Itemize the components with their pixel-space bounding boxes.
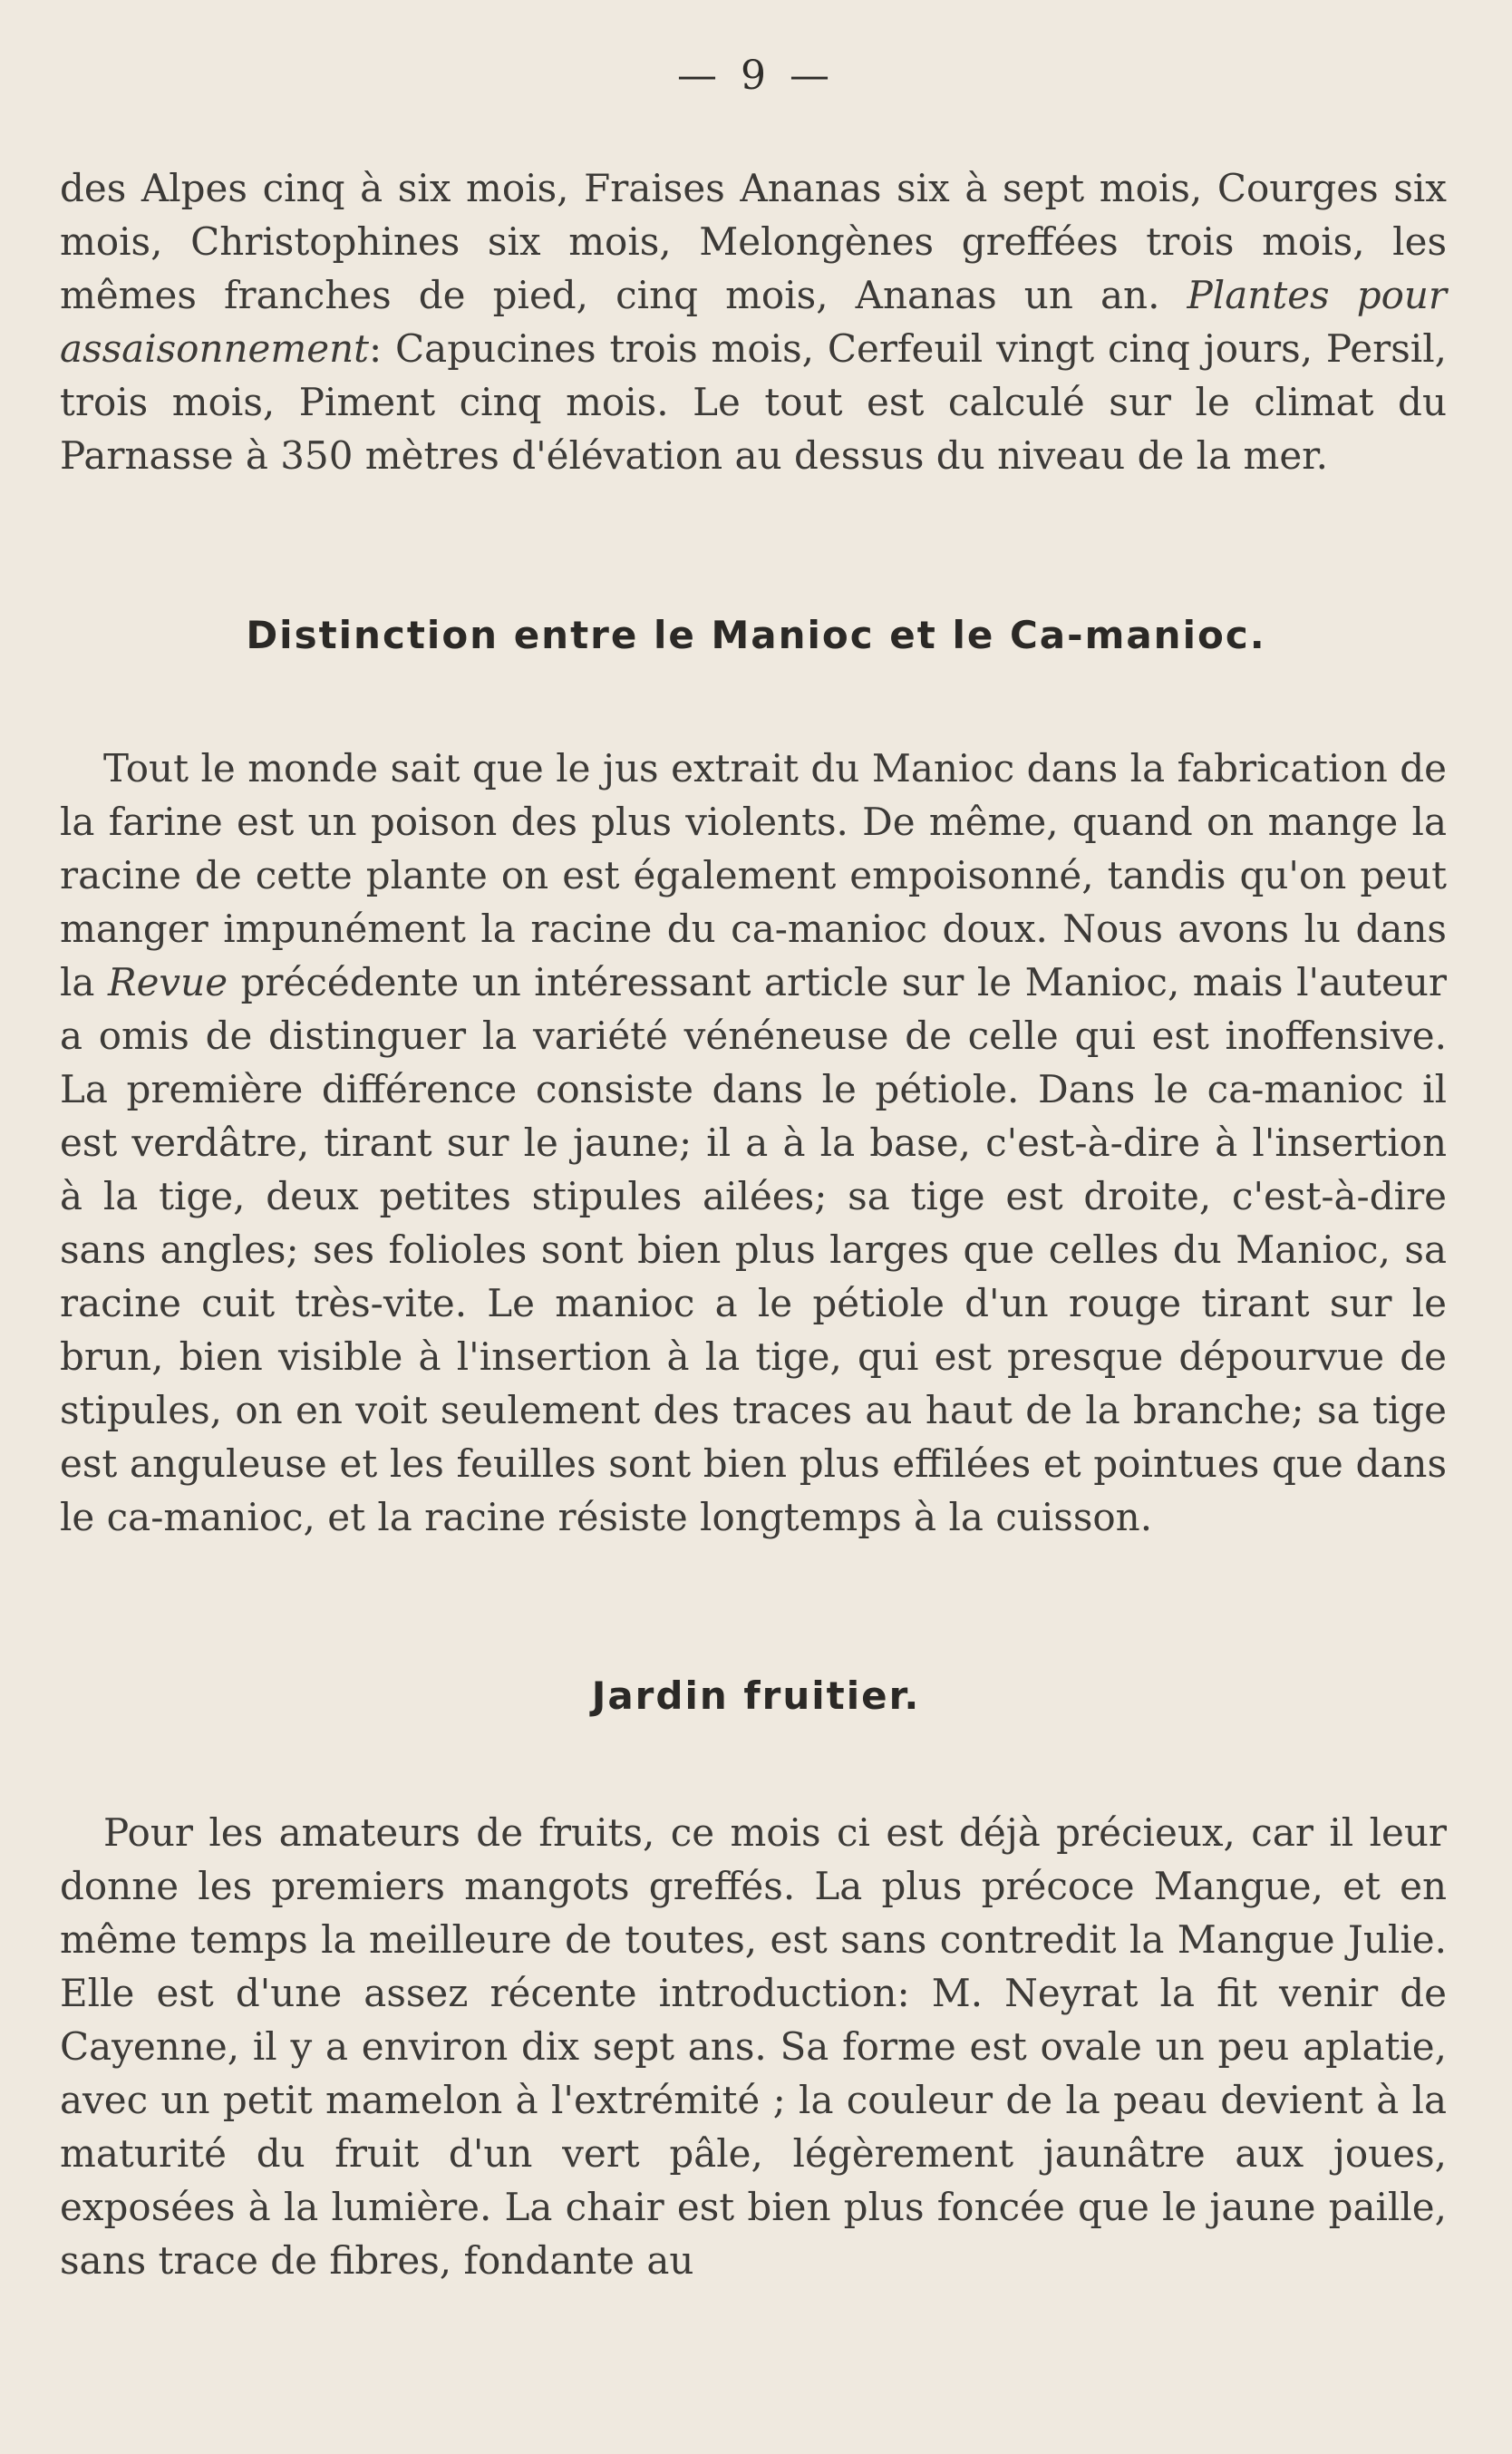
- page-number: — 9 —: [677, 53, 835, 99]
- section-heading-manioc: Distinction entre le Manioc et le Ca-manioc.: [246, 613, 1266, 657]
- text-run: des Alpes cinq à six mois, Fraises Ananas six à sept mois, Courges six mois, Christophines six mois, Melongènes greffées trois mois, les mêmes franches de pied, cinq mois, Ananas un an.: [60, 166, 1447, 317]
- text-run: : Capucines trois mois, Cerfeuil vingt cinq jours, Persil, trois mois, Piment cinq mois. Le tout est calculé sur le climat du Parnasse à 350 mètres d'élévation au dessus du niveau de la mer.: [60, 326, 1447, 478]
- section-heading-jardin-fruitier: Jardin fruitier.: [591, 1673, 921, 1718]
- paragraph-manioc: [60, 742, 1447, 1544]
- paragraph-jardin-fruitier: [60, 1806, 1447, 2287]
- paragraph-continuation: [60, 161, 1447, 482]
- paragraph-text: Pour les amateurs de fruits, ce mois ci est déjà précieux, car il leur donne les premiers mangots greffés. La plus précoce Mangue, et en même temps la meilleure de toutes, est sans contredit la Mangue Julie. Elle est d'une assez récente introduction: M. Neyrat la fit venir de Cayenne, il y a environ dix sept ans. Sa forme est ovale un peu aplatie, avec un petit mamelon à l'extrémité ; la couleur de la peau devient à la maturité du fruit d'un vert pâle, légèrement jaunâtre aux joues, exposées à la lumière. La chair est bien plus foncée que le jaune paille, sans trace de fibres, fondante au: [60, 1810, 1447, 2283]
- italic-run: Plantes pour assaisonnement: [60, 273, 1447, 371]
- paragraph-text: [60, 161, 1447, 482]
- text-run: précédente un intéressant article sur le Manioc, mais l'auteur a omis de distinguer la variété vénéneuse de celle qui est inoffensive. La première différence consiste dans le pétiole. Dans le ca-manioc il est verdâtre, tirant sur le jaune; il a à la base, c'est-à-dire à l'insertion à la tige, deux petites stipules ailées; sa tige est droite, c'est-à-dire sans angles; ses folioles sont bien plus larges que celles du Manioc, sa racine cuit très-vite. Le manioc a le pétiole d'un rouge tirant sur le brun, bien visible à l'insertion à la tige, qui est presque dépourvue de stipules, on en voit seulement des traces au haut de la branche; sa tige est anguleuse et les feuilles sont bien plus effilées et pointues que dans le ca-manioc, et la racine résiste longtemps à la cuisson.: [60, 960, 1448, 1539]
- paragraph-text: [60, 742, 1447, 1544]
- text-run: Tout le monde sait que le jus extrait du Manioc dans la fabrication de la farine est un poison des plus violents. De même, quand on mange la racine de cette plante on est également empoisonné, tandis qu'on peut manger impunément la racine du ca-manioc doux. Nous avons lu dans la: [60, 746, 1447, 1004]
- italic-run: Revue: [107, 960, 228, 1004]
